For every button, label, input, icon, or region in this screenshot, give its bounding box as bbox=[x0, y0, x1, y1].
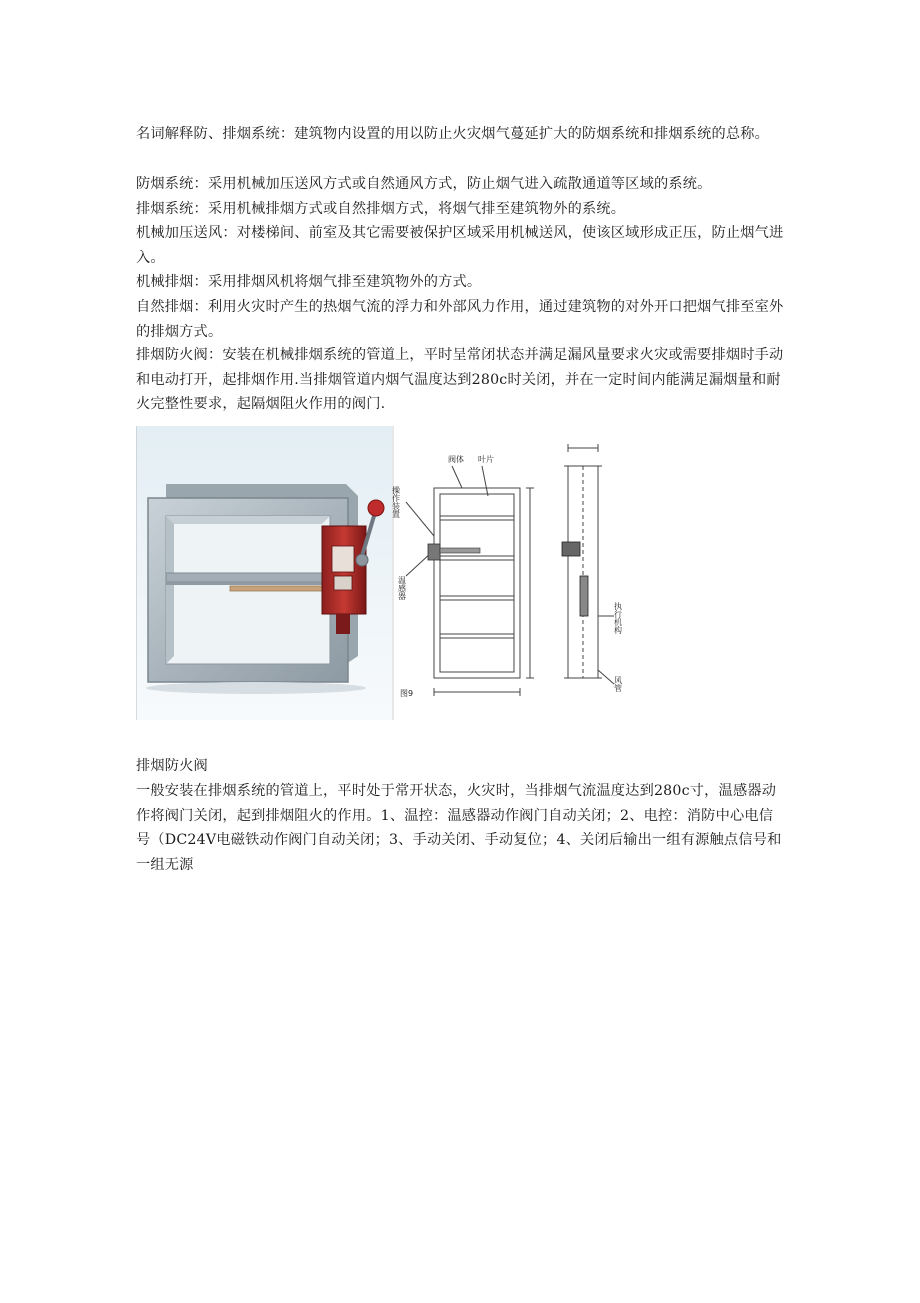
damper-figure bbox=[136, 426, 646, 720]
pressurized-supply-paragraph: 机械加压送风：对楼梯间、前室及其它需要被保护区域采用机械送风，使该区域形成正压，防止烟气进入。 bbox=[136, 225, 784, 266]
drawing-label-actuator: 执行机构 bbox=[613, 602, 623, 634]
smoke-prevention-paragraph: 防烟系统：采用机械加压送风方式或自然通风方式，防止烟气进入疏散通道等区域的系统。 bbox=[136, 176, 712, 192]
fire-damper-description: 一般安装在排烟系统的管道上，平时处于常开状态，火灾时，当排烟气流温度达到280c寸，温感器动作将阀门关闭，起到排烟阻火的作用。1、温控：温感器动作阀门自动关闭；2、电控：消防中心电信号（DC24V电磁铁动作阀门自动关闭；3、手动关闭、手动复位；4、关闭后输出一组有源触点信号和一组无源 bbox=[136, 783, 782, 873]
drawing-label-blade: 叶片 bbox=[478, 455, 494, 464]
natural-exhaust-paragraph: 自然排烟：利用火灾时产生的热烟气流的浮力和外部风力作用，通过建筑物的对外开口把烟气排至室外的排烟方式。 bbox=[136, 299, 784, 340]
damper-photo bbox=[136, 426, 392, 720]
smoke-exhaust-paragraph: 排烟系统：采用机械排烟方式或自然排烟方式，将烟气排至建筑物外的系统。 bbox=[136, 201, 626, 217]
drawing-label-sensor: 温感器 bbox=[397, 576, 407, 600]
damper-technical-drawing bbox=[392, 426, 646, 720]
exhaust-fire-damper-paragraph: 排烟防火阀：安装在机械排烟系统的管道上，平时呈常闭状态并满足漏风量要求火灾或需要排烟时手动和电动打开，起排烟作用.当排烟管道内烟气温度达到280c时关闭，并在一定时间内能满足漏烟量和耐火完整性要求，起隔烟阻火作用的阀门. bbox=[136, 347, 784, 412]
drawing-label-operator: 操作装置 bbox=[392, 486, 401, 518]
drawing-label-body: 阀体 bbox=[448, 455, 464, 464]
drawing-label-duct: 风管 bbox=[613, 676, 623, 692]
section-heading: 排烟防火阀 bbox=[136, 758, 208, 774]
figure-number: 图9 bbox=[400, 689, 414, 698]
mechanical-exhaust-paragraph: 机械排烟：采用排烟风机将烟气排至建筑物外的方式。 bbox=[136, 274, 482, 290]
definition-paragraph: 名词解释防、排烟系统：建筑物内设置的用以防止火灾烟气蔓延扩大的防烟系统和排烟系统的总称。 bbox=[136, 126, 770, 142]
